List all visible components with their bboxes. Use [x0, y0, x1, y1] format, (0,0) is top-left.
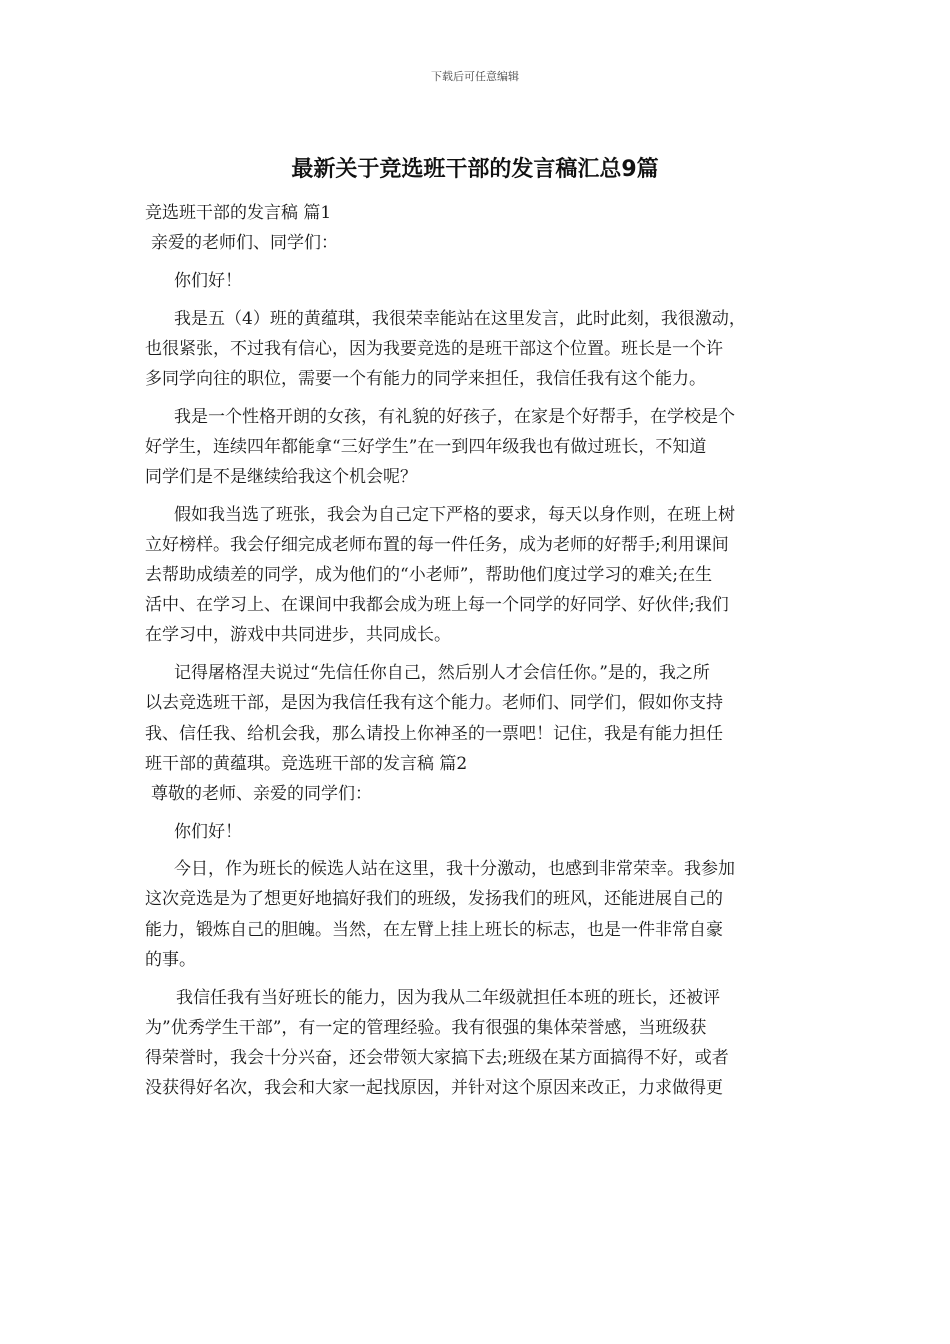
salutation: 亲爱的老师们、同学们： — [151, 233, 338, 254]
greeting: 你们好！ — [174, 270, 242, 291]
paragraph-line: 在学习中，游戏中共同进步，共同成长。 — [145, 625, 451, 646]
document-body — [145, 198, 810, 1103]
paragraph-line: 我信任我有当好班长的能力，因为我从二年级就担任本班的班长，还被评 — [176, 987, 720, 1008]
salutation: 尊敬的老师、亲爱的同学们： — [151, 783, 372, 804]
paragraph-line: 我、信任我、给机会我，那么请投上你神圣的一票吧！记住，我是有能力担任 — [145, 723, 723, 744]
paragraph-line: 去帮助成绩差的同学，成为他们的“小老师”，帮助他们度过学习的难关;在生 — [145, 565, 713, 586]
paragraph-line: 同学们是不是继续给我这个机会呢？ — [145, 467, 417, 487]
paragraph-line: 也很紧张，不过我有信心，因为我要竞选的是班干部这个位置。班长是一个许 — [145, 338, 723, 359]
paragraph-line: 立好榜样。我会仔细完成老师布置的每一件任务，成为老师的好帮手;利用课间 — [145, 534, 729, 555]
paragraph-line: 我是五（4）班的黄蕴琪，我很荣幸能站在这里发言，此时此刻，我很激动， — [174, 308, 746, 329]
paragraph-line: 得荣誉时，我会十分兴奋，还会带领大家搞下去;班级在某方面搞得不好，或者 — [145, 1047, 729, 1068]
paragraph-line: 能力，锻炼自己的胆魄。当然，在左臂上挂上班长的标志，也是一件非常自豪 — [145, 919, 723, 940]
paragraph-line: 今日，作为班长的候选人站在这里，我十分激动，也感到非常荣幸。我参加 — [174, 859, 735, 880]
paragraph-line: 我是一个性格开朗的女孩，有礼貌的好孩子，在家是个好帮手，在学校是个 — [174, 406, 735, 427]
paragraph-line: 班干部的黄蕴琪。竞选班干部的发言稿 篇2 — [145, 753, 468, 774]
paragraph-line: 的事。 — [145, 949, 196, 970]
paragraph-line: 多同学向往的职位，需要一个有能力的同学来担任，我信任我有这个能力。 — [145, 368, 706, 389]
section-heading: 竞选班干部的发言稿 篇1 — [145, 203, 332, 223]
paragraph-line: 好学生，连续四年都能拿“三好学生”在一到四年级我也有做过班长，不知道 — [145, 436, 707, 457]
paragraph-line: 活中、在学习上、在课间中我都会成为班上每一个同学的好同学、好伙伴;我们 — [145, 595, 729, 616]
greeting: 你们好！ — [174, 821, 242, 842]
paragraph-line: 记得屠格涅夫说过“先信任你自己，然后别人才会信任你。”是的，我之所 — [174, 663, 710, 684]
paragraph-line: 假如我当选了班张，我会为自己定下严格的要求，每天以身作则，在班上树 — [174, 504, 735, 525]
paragraph-line: 这次竞选是为了想更好地搞好我们的班级，发扬我们的班风，还能进展自己的 — [145, 889, 723, 910]
header-note: 下载后可任意编辑 — [431, 70, 519, 83]
paragraph-line: 没获得好名次，我会和大家一起找原因，并针对这个原因来改正，力求做得更 — [145, 1078, 723, 1099]
paragraph-line: 为”优秀学生干部”，有一定的管理经验。我有很强的集体荣誉感，当班级获 — [145, 1017, 707, 1038]
paragraph-line: 以去竞选班干部，是因为我信任我有这个能力。老师们、同学们，假如你支持 — [145, 693, 723, 714]
document-title: 最新关于竞选班干部的发言稿汇总9篇 — [291, 157, 659, 182]
